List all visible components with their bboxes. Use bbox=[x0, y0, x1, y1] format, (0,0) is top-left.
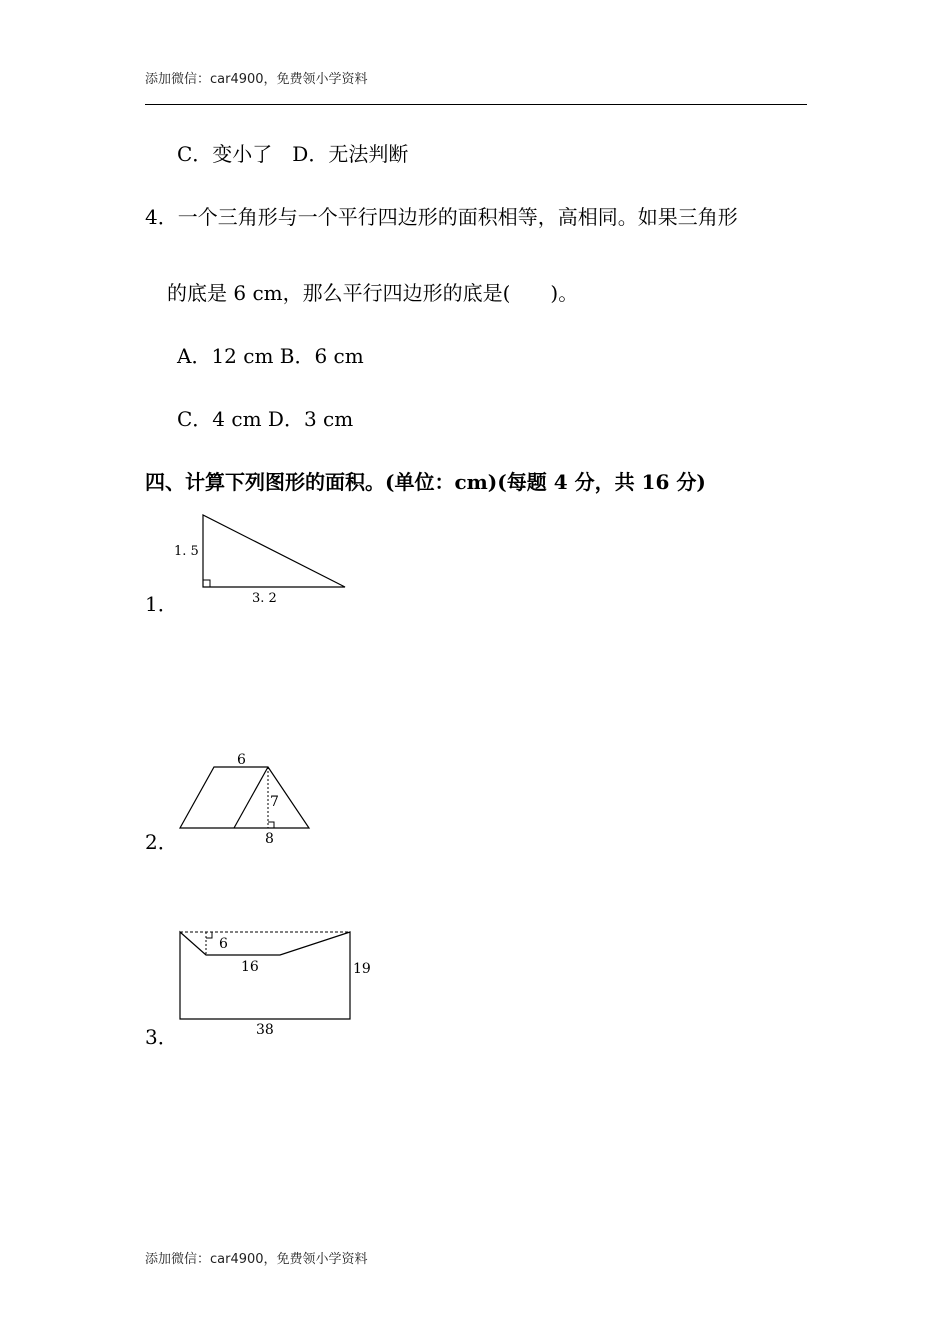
right-angle-mark bbox=[203, 580, 210, 587]
right-angle-mark bbox=[206, 932, 212, 938]
figure-3-height-label: 6 bbox=[219, 936, 228, 952]
figure-3-inner-length-label: 16 bbox=[241, 959, 259, 975]
question-4-line-1: 4．一个三角形与一个平行四边形的面积相等，高相同。如果三角形 bbox=[145, 205, 738, 229]
figure-3-side-label: 19 bbox=[353, 961, 371, 977]
figure-3-number: 3． bbox=[145, 1025, 178, 1049]
trapezoid-shape bbox=[180, 767, 309, 828]
figure-1-height-label: 1. 5 bbox=[174, 544, 199, 559]
parallelogram-edge bbox=[234, 767, 268, 828]
header-note: 添加微信：car4900，免费领小学资料 bbox=[145, 72, 368, 87]
question-4-options-ab: A．12 cm B．6 cm bbox=[177, 344, 364, 368]
section-4-title: 四、计算下列图形的面积。(单位：cm)(每题 4 分，共 16 分) bbox=[145, 470, 706, 494]
figure-2-height-label: 7 bbox=[270, 794, 279, 810]
header-rule bbox=[145, 104, 807, 105]
figure-2-base-label: 8 bbox=[265, 831, 274, 847]
footer-note: 添加微信：car4900，免费领小学资料 bbox=[145, 1252, 368, 1267]
question-4-options-cd: C．4 cm D．3 cm bbox=[177, 407, 354, 431]
question-4-line-2: 的底是 6 cm，那么平行四边形的底是( )。 bbox=[167, 281, 579, 305]
right-angle-mark bbox=[268, 822, 274, 828]
figure-1-triangle bbox=[160, 505, 370, 615]
figure-2-trapezoid bbox=[160, 748, 330, 848]
figure-1-number: 1． bbox=[145, 592, 178, 616]
figure-2-number: 2． bbox=[145, 830, 178, 854]
figure-3-bottom-label: 38 bbox=[256, 1022, 274, 1038]
figure-2-top-label: 6 bbox=[237, 752, 246, 768]
triangle-shape bbox=[203, 515, 345, 587]
figure-1-base-label: 3. 2 bbox=[252, 591, 277, 606]
figure-3-shape bbox=[160, 920, 390, 1045]
prev-question-options-cd: C．变小了 D．无法判断 bbox=[177, 142, 409, 166]
